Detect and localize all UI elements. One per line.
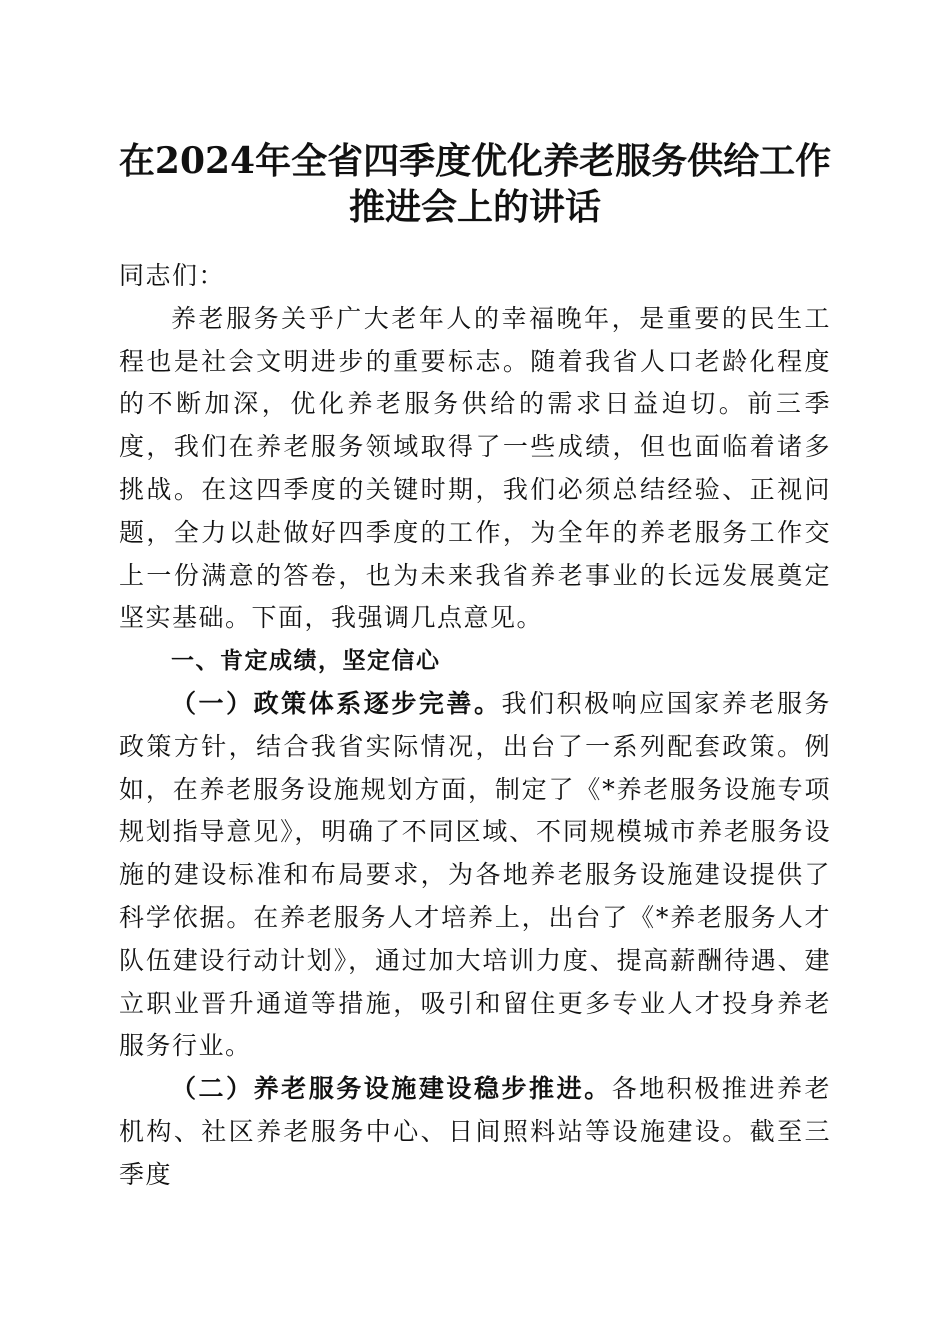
section-heading-1: 一、肯定成绩，坚定信心 <box>171 648 441 675</box>
document-title-line-2: 推进会上的讲话 <box>348 186 601 228</box>
document-title-line-1: 在2024年全省四季度优化养老服务供给工作 <box>118 140 832 182</box>
subsection-paragraph-2 <box>119 1068 831 1196</box>
subsection-lead-1: （一）政策体系逐步完善。 <box>171 688 502 718</box>
document-body <box>119 255 831 1197</box>
subsection-lead-2: （二）养老服务设施建设稳步推进。 <box>171 1074 612 1104</box>
intro-paragraph: 养老服务关乎广大老年人的幸福晚年，是重要的民生工程也是社会文明进步的重要标志。随着我省人口老龄化程度的不断加深，优化养老服务供给的需求日益迫切。前三季度，我们在养老服务领域取得了一些成绩，但也面临着诸多挑战。在这四季度的关键时期，我们必须总结经验、正视问题，全力以赴做好四季度的工作，为全年的养老服务工作交上一份满意的答卷，也为未来我省养老事业的长远发展奠定坚实基础。下面，我强调几点意见。 <box>119 303 831 633</box>
subsection-body-1: 我们积极响应国家养老服务政策方针，结合我省实际情况，出台了一系列配套政策。例如，在养老服务设施规划方面，制定了《*养老服务设施专项规划指导意见》，明确了不同区域、不同规模城市养老服务设施的建设标准和布局要求，为各地养老服务设施建设提供了科学依据。在养老服务人才培养上，出台了《*养老服务人才队伍建设行动计划》，通过加大培训力度、提高薪酬待遇、建立职业晋升通道等措施，吸引和留住更多专业人才投身养老服务行业。 <box>119 688 831 1061</box>
subsection-body-2: 各地积极推进养老机构、社区养老服务中心、日间照料站等设施建设。截至三季度 <box>119 1074 831 1189</box>
subsection-paragraph-1 <box>119 683 831 1068</box>
salutation: 同志们： <box>119 261 226 290</box>
